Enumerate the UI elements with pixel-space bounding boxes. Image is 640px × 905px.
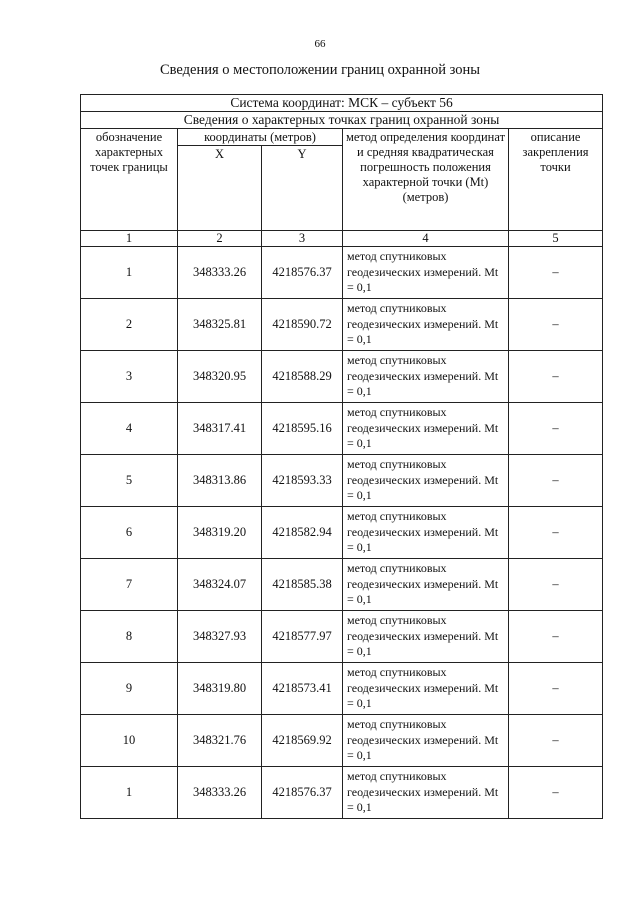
- x-coordinate-cell: 348313.86: [178, 455, 262, 507]
- description-cell: –: [509, 767, 603, 819]
- page-number: 66: [314, 38, 326, 50]
- table-row: [81, 715, 603, 767]
- column-number: 2: [178, 231, 262, 247]
- point-cell: 3: [81, 351, 178, 403]
- table-row: [81, 403, 603, 455]
- x-coordinate-cell: 348333.26: [178, 247, 262, 299]
- y-coordinate-cell: 4218582.94: [262, 507, 343, 559]
- description-cell: –: [509, 559, 603, 611]
- table-row: [81, 299, 603, 351]
- column-numbers-row: [81, 231, 603, 247]
- method-cell: метод спутниковых геодезических измерений. Mt = 0,1: [343, 507, 509, 559]
- y-coordinate-cell: 4218595.16: [262, 403, 343, 455]
- header-y: Y: [262, 146, 343, 231]
- header-x: X: [178, 146, 262, 231]
- method-cell: метод спутниковых геодезических измерений. Mt = 0,1: [343, 559, 509, 611]
- method-cell: метод спутниковых геодезических измерений. Mt = 0,1: [343, 403, 509, 455]
- subtitle-cell: Сведения о характерных точках границ охранной зоны: [81, 112, 603, 129]
- point-cell: 2: [81, 299, 178, 351]
- point-cell: 10: [81, 715, 178, 767]
- description-cell: –: [509, 247, 603, 299]
- coord-system-cell: Система координат: МСК – субъект 56: [81, 95, 603, 112]
- description-cell: –: [509, 351, 603, 403]
- point-cell: 9: [81, 663, 178, 715]
- column-number: 5: [509, 231, 603, 247]
- point-cell: 6: [81, 507, 178, 559]
- column-number: 1: [81, 231, 178, 247]
- description-cell: –: [509, 455, 603, 507]
- y-coordinate-cell: 4218569.92: [262, 715, 343, 767]
- method-cell: метод спутниковых геодезических измерений. Mt = 0,1: [343, 351, 509, 403]
- method-cell: метод спутниковых геодезических измерений. Mt = 0,1: [343, 663, 509, 715]
- point-cell: 7: [81, 559, 178, 611]
- description-cell: –: [509, 611, 603, 663]
- boundary-points-table: [80, 94, 603, 819]
- x-coordinate-cell: 348320.95: [178, 351, 262, 403]
- method-cell: метод спутниковых геодезических измерений. Mt = 0,1: [343, 715, 509, 767]
- x-coordinate-cell: 348321.76: [178, 715, 262, 767]
- header-description: описание закрепления точки: [509, 129, 603, 231]
- point-cell: 1: [81, 767, 178, 819]
- y-coordinate-cell: 4218576.37: [262, 247, 343, 299]
- y-coordinate-cell: 4218573.41: [262, 663, 343, 715]
- table-row: [81, 247, 603, 299]
- header-point: обозначение характерных точек границы: [81, 129, 178, 231]
- y-coordinate-cell: 4218590.72: [262, 299, 343, 351]
- subtitle-row: [81, 112, 603, 129]
- description-cell: –: [509, 715, 603, 767]
- y-coordinate-cell: 4218576.37: [262, 767, 343, 819]
- x-coordinate-cell: 348317.41: [178, 403, 262, 455]
- table-row: [81, 767, 603, 819]
- point-cell: 4: [81, 403, 178, 455]
- description-cell: –: [509, 299, 603, 351]
- y-coordinate-cell: 4218577.97: [262, 611, 343, 663]
- coord-system-row: [81, 95, 603, 112]
- table-row: [81, 663, 603, 715]
- header-method: метод определения координат и средняя квадратическая погрешность положения характерной точки (Mt) (метров): [343, 129, 509, 231]
- table-row: [81, 559, 603, 611]
- table-row: [81, 351, 603, 403]
- point-cell: 1: [81, 247, 178, 299]
- x-coordinate-cell: 348319.80: [178, 663, 262, 715]
- y-coordinate-cell: 4218593.33: [262, 455, 343, 507]
- point-cell: 5: [81, 455, 178, 507]
- x-coordinate-cell: 348333.26: [178, 767, 262, 819]
- x-coordinate-cell: 348324.07: [178, 559, 262, 611]
- x-coordinate-cell: 348325.81: [178, 299, 262, 351]
- column-number: 3: [262, 231, 343, 247]
- table-body: [81, 95, 603, 819]
- description-cell: –: [509, 403, 603, 455]
- document-title: Сведения о местоположении границ охранной зоны: [159, 62, 480, 78]
- header-coords: координаты (метров): [178, 129, 343, 146]
- method-cell: метод спутниковых геодезических измерений. Mt = 0,1: [343, 767, 509, 819]
- y-coordinate-cell: 4218588.29: [262, 351, 343, 403]
- method-cell: метод спутниковых геодезических измерений. Mt = 0,1: [343, 299, 509, 351]
- column-number: 4: [343, 231, 509, 247]
- header-row: [81, 129, 603, 146]
- x-coordinate-cell: 348319.20: [178, 507, 262, 559]
- y-coordinate-cell: 4218585.38: [262, 559, 343, 611]
- point-cell: 8: [81, 611, 178, 663]
- description-cell: –: [509, 663, 603, 715]
- method-cell: метод спутниковых геодезических измерений. Mt = 0,1: [343, 455, 509, 507]
- method-cell: метод спутниковых геодезических измерений. Mt = 0,1: [343, 247, 509, 299]
- table-row: [81, 455, 603, 507]
- table-row: [81, 611, 603, 663]
- method-cell: метод спутниковых геодезических измерений. Mt = 0,1: [343, 611, 509, 663]
- x-coordinate-cell: 348327.93: [178, 611, 262, 663]
- table-row: [81, 507, 603, 559]
- description-cell: –: [509, 507, 603, 559]
